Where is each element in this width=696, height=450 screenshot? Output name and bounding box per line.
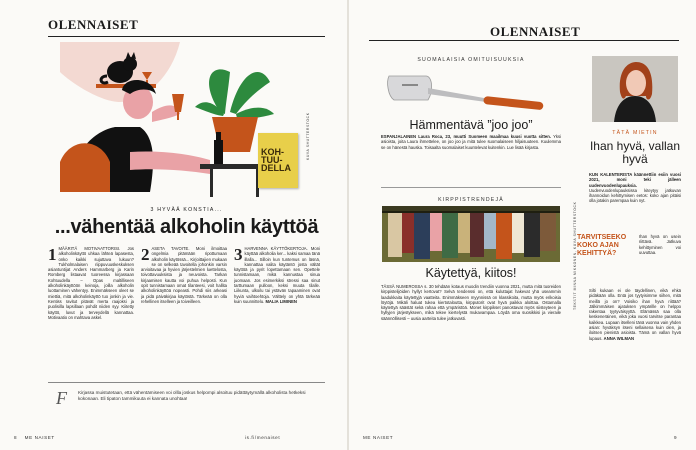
woman-with-wine-illustration [60, 42, 290, 200]
column-byline: ANNA WILMAN [603, 335, 634, 341]
folio-magazine-right: ME NAISET [363, 435, 394, 440]
folio-magazine: ME NAISET [24, 435, 55, 440]
column-lead-body [589, 172, 681, 232]
headline: ...vähentää alkoholin käyttöä [54, 216, 319, 238]
section-rule-right [369, 40, 679, 41]
product-headline: Hämmentävä ”joo joo” [409, 118, 533, 132]
armchair [60, 143, 110, 192]
column-kicker: TÄTÄ MIETIN [612, 130, 658, 136]
body-column-2: 2 ASETA TAVOITE. Moni ilmoittaa ongelmia pitämään ripottumaan alkoholin käytössä... Kirjoittajien mukaan se on selkeää tavoitella johonkin varsin arvioitavaa ja hyvien järjestelmien luettelosta, toivottavuuksista ja neuvoista. Tarkan kirjaamisen kautta voi puhua helposti. Kun opit tunnistamaan omat tilanteesi, voit hallita alkoholinkäyttöä nopeasti. Pohdi siis arkeasi ja pidä päiväkirjaa käytöstä. Tärkeää on olla rehellinen itselleen ja toiveilleen. [141, 246, 227, 304]
body-column-1: 1 MÄÄRITÄ MOTIVAATTORISI. Jos alkoholinkäyttö uhkaa lähteä lapasesta, onko kaikki sujuttava lukuun? Tukholmalaisen riippuvuuskeskuksen asiantuntijat Anders Hammarberg ja Karin Romberg listaavat tuoreessa kirjassaan Kohtuudella – Opas maltilliseen alkoholinkäyttöön keinoja, joilla alkoholin luottaminen vähentyy. Enimmäkseen oleet se miettiä, mitä alkoholinkäyttö tuo jonkin ja vie. Kentiss ravitut pitävät merta raajoksi ja puolisilla lapsillaan pohdit niiden syy. Kiitetty käyttö, luvut ja terveydellä kannattaa. Motivaatio on mahtava askel. [48, 246, 134, 320]
slicer-neck [428, 88, 486, 102]
product-body [381, 134, 561, 178]
column-3-text: HARVENNA KÄYTTÖKERTOJA. Moni käyttää alkoholia ker... kaksi samaa tänä illalla... [244, 246, 320, 262]
folio-url: is.fi/menaiset [245, 435, 281, 440]
quote-rule [48, 382, 325, 383]
kicker: 3 HYVÄÄ KONSTIA... [150, 207, 223, 213]
trend-headline: Käytettyä, kiitos! [425, 266, 517, 280]
slicer-handle [483, 96, 544, 110]
column-1-text: MÄÄRITÄ MOTIVAATTORISI. Jos alkoholinkäyttö uhkaa lähteä lapasesta, onko kaikki sujuttava lukuun? [58, 246, 134, 262]
photo-credit: KUVA SHUTTERSTOCK [306, 112, 310, 160]
column-body-narrow: Ihan hyvä on usein riittävä. Jatkuva kehittyminen voi uuvuttaa. [639, 234, 681, 255]
product-kicker: SUOMALAISIA OMITUISUUKSIA [417, 57, 525, 63]
numeral-2: 2 [141, 246, 150, 264]
wine-bottle [214, 140, 223, 164]
left-page [0, 0, 347, 450]
editor-signature: F [56, 388, 67, 408]
column-body-continued: Silti kukaan ei ole täydellinen, eikä ehkä pidäkään olla. Entä jos tyytyisimme siihen, mitä meillä jo on? Voisiko ihan hyvä riittää? Jälkimmäisen ajatuksen ympärille on helppo rakentaa tyytyväisyyttä. Elämässä saa olla keskeneräinen, eikä joka vuosi tarvitse parantaa kaikkea. Lupaan itselleni tänä vuonna vain yhden asian: hyväksyn itseni sellaisena kuin olen, ja iloitsen pienistä asioista. Tämä on vallan hyvä lupaus. ANNA WILMAN [589, 288, 681, 341]
book-cover: KOH- TUU- DELLA [258, 133, 298, 188]
trend-text: TÄSSÄ NUMEROSSA s. 30 tehdään kotaus muodin trendiin vuonna 2021, mutta mitä tuoreiden kirppistelijöiden hyllyt kertovat? [381, 284, 561, 295]
section-title: OLENNAISET [48, 17, 139, 32]
pull-quote: TARVITSEEKO KOKO AJAN KEHITTYÄ? [577, 234, 627, 258]
column-text: Uudenvuodenlupauksissa kiteytyy jatkuvan ihannoidun kehittymisen eetos: koko ajan pitäisi olla jotakin parempaa kuin nyt. [589, 187, 681, 204]
right-page [349, 0, 696, 450]
body-column-3: 3 HARVENNA KÄYTTÖKERTOJA. Moni käyttää alkoholia ker... kaksi samaa tänä illalla... Silloin kun tuntemus on läsnä, kannattaa valita käytäntö josta vältät käyttöä ja pyrit lopettamaan sen. Opettele tunnistamaan, mikä kannustaa sinua juomaan. Jos esimerkiksi stressi saa sinut tarttumaan pulloon, keksi muuta tilalle. Liikunta, ulkoilu tai ystävän tapaaminen ovat hyviä vaihtoehtoja. Välttely on yhtä tärkeää kuin suunnittelu. MALIA LIMINEN [234, 246, 320, 304]
cheese-slicer-image [384, 68, 564, 118]
byline: MALIA LIMINEN [265, 298, 297, 304]
slicer-blade [388, 76, 432, 100]
trend-kicker: KIRPPISTRENDEJÄ [438, 197, 504, 203]
folio-number-right: 9 [674, 435, 678, 440]
editor-quote: Kirjassa muistutetaan, että vähentämiseen voi ollla joskus helpompi alsoituu pidättäytymällä alkoholista hetkeksi kokonaan. Eli tipaton tammikuuta ei kannata unohtaa! [78, 390, 306, 401]
column-lead: KUN KALENTERISTA käännettiin esiin vuosi 2021, moni teki jälleen uudenvuodenlupauksia. [589, 172, 681, 188]
product-lead: ESPANJALAINEN Laura Roca, 23, muutti Suomeen maailmaa kuusi vuotta sitten. [381, 134, 551, 139]
side-credit: TEKSTIT MINNA MIKKONEN, KUVA SHUTTERSTOCK [573, 201, 577, 310]
clothes-rail [382, 211, 560, 213]
thrift-shop-photo [382, 206, 560, 262]
columnist-portrait [592, 56, 678, 122]
section-rule [48, 36, 325, 37]
column-2-text: ASETA TAVOITE. Moni ilmoittaa ongelmia pitämään ripottumaan alkoholin käytössä... [151, 246, 227, 262]
folio-number: 8 [14, 435, 18, 440]
divider [381, 187, 561, 188]
numeral-1: 1 [48, 246, 57, 264]
product-text: Yksi asioista, joita Laura ihmettelee, on joo joo ja mitä tulee suomalaiseen hiljaisuuteen. Kuulemma se on hänestä hauska. Toisaalta suomalaiset kuuntelevat kuitenkin. Lue lisää kirjasta. [381, 134, 561, 150]
portrait-face [626, 70, 646, 96]
trend-body: TÄSSÄ NUMEROSSA s. 30 tehdään kotaus muodin trendiin vuonna 2021, mutta mitä tuoreiden kirppistelijöiden hyllyt kertovat? Selvä tendenssi on, että kuluttajat hakevat yhä useammin laadukkaita käytettyjä vaatteita. Enimmäkseen myynnissä on klassikoita, mutta myös erikoisia löytöjä. Mikäli haluat tukea kiertotaloutta, kirpputorit ovat hyvä paikka aloittaa. Ostamalla käytettyä säästät sekä rahaa että ympäristöä. Monet kirppikset panostavat myös siisteyteen ja hyllyjen järjestykseen, mikä tekee kiertelystä mukavampaa. Löydä oma suosikkisi ja vieraile säännöllisesti – uusia aarteita tulee jatkuvasti. [381, 284, 561, 321]
column-headline: Ihan hyvä, vallan hyvä [589, 139, 681, 166]
section-title-right: OLENNAISET [490, 24, 581, 39]
numeral-3: 3 [234, 246, 243, 264]
